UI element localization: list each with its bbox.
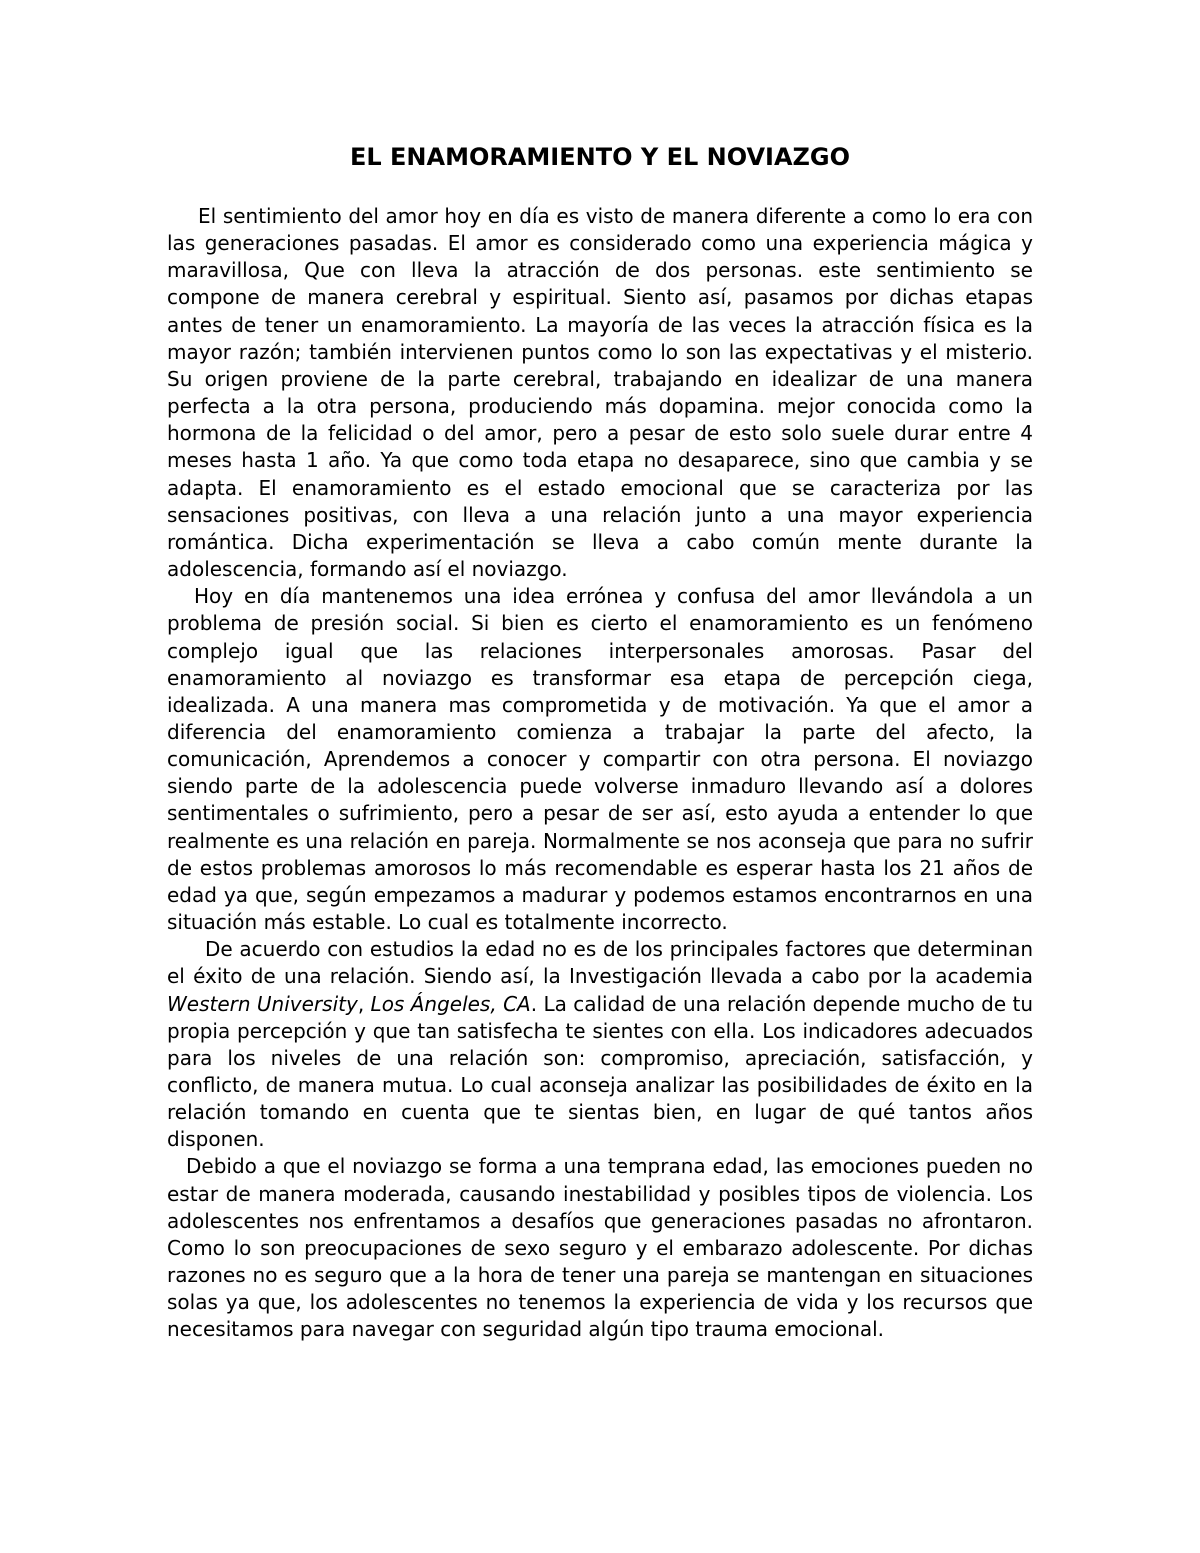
paragraph-4: Debido a que el noviazgo se forma a una temprana edad, las emociones pueden no estar de manera moderada, causando inestabilidad y posibles tipos de violencia. Los adolescentes nos enfrentamos a desafíos que generaciones pasadas no afrontaron. Como lo son preocupaciones de sexo seguro y el embarazo adolescente. Por dichas razones no es seguro que a la hora de tener una pareja se mantengan en situaciones solas ya que, los adolescentes no tenemos la experiencia de vida y los recursos que necesitamos para navegar con seguridad algún tipo trauma emocional. — [167, 1154, 1033, 1342]
paragraph-3 — [167, 936, 1033, 1153]
paragraph-3-text-middle: , — [357, 991, 371, 1016]
paragraph-1: El sentimiento del amor hoy en día es visto de manera diferente a como lo era con las generaciones pasadas. El amor es considerado como una experiencia mágica y maravillosa, Que con lleva la atracción de dos personas. este sentimiento se compone de manera cerebral y espiritual. Siento así, pasamos por dichas etapas antes de tener un enamoramiento. La mayoría de las veces la atracción física es la mayor razón; también intervienen puntos como lo son las expectativas y el misterio. Su origen proviene de la parte cerebral, trabajando en idealizar de una manera perfecta a la otra persona, produciendo más dopamina. mejor conocida como la hormona de la felicidad o del amor, pero a pesar de esto solo suele durar entre 4 meses hasta 1 año. Ya que como toda etapa no desaparece, sino que cambia y se adapta. El enamoramiento es el estado emocional que se caracteriza por las sensaciones positivas, con lleva a una relación junto a una mayor experiencia romántica. Dicha experimentación se lleva a cabo común mente durante la adolescencia, formando así el noviazgo. — [167, 204, 1033, 582]
document-body — [167, 203, 1033, 1344]
paragraph-3-text-before: De acuerdo con estudios la edad no es de los principales factores que determinan el éxito de una relación. Siendo así, la Investigación llevada a cabo por la academia — [167, 937, 1033, 989]
institution-location: Los Ángeles, CA — [370, 991, 531, 1016]
paragraph-3-text-after: . La calidad de una relación depende mucho de tu propia percepción y que tan satisfecha te sientes con ella. Los indicadores adecuados para los niveles de una relación son: compromiso, apreciación, satisfacción, y conflicto, de manera mutua. Lo cual aconseja analizar las posibilidades de éxito en la relación tomando en cuenta que te sientas bien, en lugar de qué tantos años disponen. — [167, 991, 1034, 1152]
document-title: EL ENAMORAMIENTO Y EL NOVIAZGO — [349, 143, 851, 171]
institution-name: Western University — [167, 991, 358, 1016]
paragraph-2: Hoy en día mantenemos una idea errónea y confusa del amor llevándola a un problema de presión social. Si bien es cierto el enamoramiento es un fenómeno complejo igual que las relaciones interpersonales amorosas. Pasar del enamoramiento al noviazgo es transformar esa etapa de percepción ciega, idealizada. A una manera mas comprometida y de motivación. Ya que el amor a diferencia del enamoramiento comienza a trabajar la parte del afecto, la comunicación, Aprendemos a conocer y compartir con otra persona. El noviazgo siendo parte de la adolescencia puede volverse inmaduro llevando así a dolores sentimentales o sufrimiento, pero a pesar de ser así, esto ayuda a entender lo que realmente es una relación en pareja. Normalmente se nos aconseja que para no sufrir de estos problemas amorosos lo más recomendable es esperar hasta los 21 años de edad ya que, según empezamos a madurar y podemos estamos encontrarnos en una situación más estable. Lo cual es totalmente incorrecto. — [167, 584, 1033, 935]
